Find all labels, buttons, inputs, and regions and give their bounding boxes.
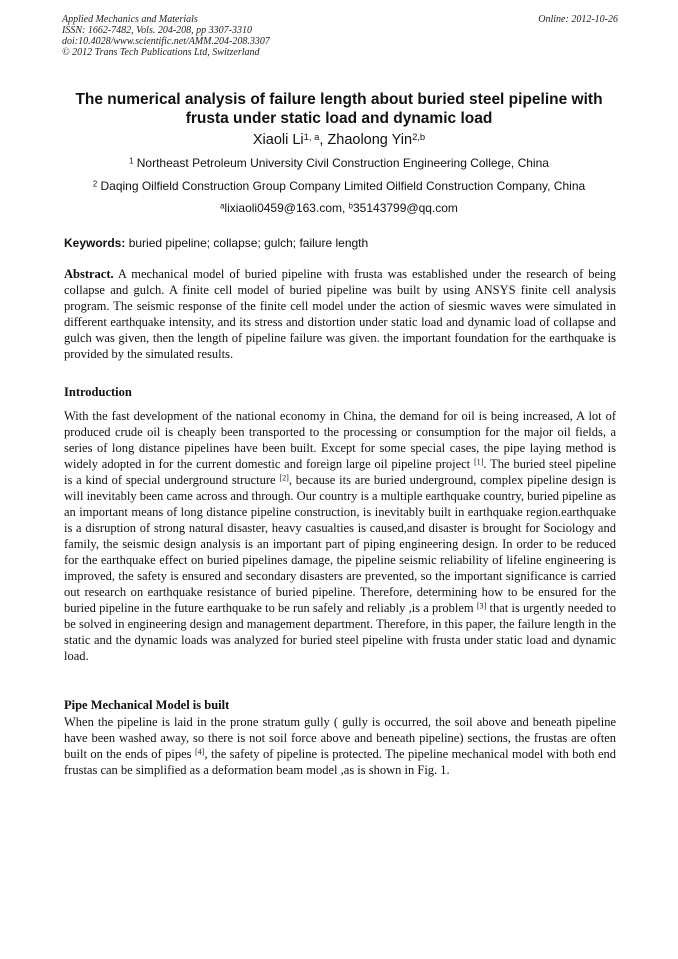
author-emails: [40, 201, 638, 216]
citation-1: [1]: [473, 457, 484, 467]
introduction-heading: Introduction: [64, 385, 132, 399]
author-2-affil: 2,b: [412, 130, 426, 142]
abstract-label: Abstract.: [64, 267, 114, 281]
affiliation-2-mark: 2: [92, 179, 98, 189]
affiliation-2-text: Daqing Oilfield Construction Group Company Limited Oilfield Construction Company, China: [97, 179, 586, 193]
citation-2: [2]: [279, 473, 289, 483]
online-date: Online: 2012-10-26: [538, 14, 618, 25]
abstract: [64, 266, 616, 362]
journal-name: Applied Mechanics and Materials: [62, 14, 198, 25]
keywords: [64, 236, 616, 251]
abstract-text: A mechanical model of buried pipeline with frusta was established under the research of being collapse and gulch. A finite cell model of buried pipeline was built by using ANSYS finite cell analysis program. The seismic response of the finite cell model under the action of siesmic waves were simulated in different earthquake intensity, and its stress and distortion under static load and dynamic load of collapse and gulch was given, then the length of pipeline failure was given. the important foundation for the earthquake is provided by the simulated results.: [64, 267, 616, 361]
citation-4: [4]: [194, 747, 205, 757]
intro-text-4: that is urgently needed to be solved in engineering design and management department. Therefore, in this paper, the failure length in the static and the dynamic loads was analyzed for buried steel pipeline with frusta under static load and dynamic load.: [64, 601, 616, 663]
affiliation-1-text: Northeast Petroleum University Civil Construction Engineering College, China: [133, 156, 549, 170]
intro-text-3: , because its are buried underground, complex pipeline design is will inevitably been came across and through. Our country is a multiple earthquake country, buried pipeline as an important means of long distance pipeline construction, is inevitably built in earthquake region.earthquake is a disruption of strong natural disaster, heavy casualties is caused,and disaster is brought for Sociology and family, the seismic design analysis is an important part of piping engineering design. In order to be reduced for the earthquake effect on buried pipelines damage, the pipeline seismic reliability of lifeline engineering is improved, the safety is ensured and secondary disasters are prevented, so the important significance is carried out research on earthquake resistance of buried pipeline. Therefore, determining how to be ensured for the buried pipeline in the future earthquake to be run safely and reliably ,is a problem: [64, 473, 616, 615]
model-paragraph: [64, 714, 616, 778]
journal-header: [62, 14, 618, 58]
model-heading: Pipe Mechanical Model is built: [64, 698, 230, 712]
author-1-affil: 1, a: [303, 130, 320, 142]
author-list: [40, 131, 638, 149]
doi-line: doi:10.4028/www.scientific.net/AMM.204-208.3307: [62, 36, 270, 47]
author-separator: ,: [319, 132, 328, 148]
intro-text-1: With the fast development of the national economy in China, the demand for oil is being increased, A lot of produced crude oil is cheaply been transported to the processing or consumption for the major oil fields, a series of long distance pipelines have been built. Except for some special cases, the pipe laying method is widely adopted in for the current domestic and foreign large oil pipeline project: [64, 409, 616, 471]
citation-3: [3]: [476, 601, 487, 611]
issn-line: ISSN: 1662-7482, Vols. 204-208, pp 3307-3310: [62, 25, 252, 36]
model-text-2: , the safety of pipeline is protected. The pipeline mechanical model with both end frustas can be simplified as a deformation beam model ,as is shown in Fig. 1.: [64, 747, 616, 777]
introduction-paragraph: [64, 408, 616, 664]
title-line-1: The numerical analysis of failure length about buried steel pipeline with: [75, 91, 603, 108]
email-a[interactable]: lixiaoli0459@163.com,: [224, 201, 349, 215]
intro-text-2: . The buried steel pipeline is a kind of special underground structure: [64, 457, 616, 487]
affiliation-2: [40, 179, 638, 194]
paper-title: [40, 90, 638, 128]
email-b-mark: b: [348, 201, 353, 211]
keywords-label: Keywords:: [64, 236, 126, 250]
affiliation-1: [40, 156, 638, 171]
model-text-1: When the pipeline is laid in the prone stratum gully ( gully is occurred, the soil above and beneath pipeline have been washed away, so there is not soil force above and beneath pipeline) sections, the frustas are often built on the ends of pipes: [64, 715, 616, 761]
title-line-2: frusta under static load and dynamic load: [185, 110, 493, 127]
copyright-line: © 2012 Trans Tech Publications Ltd, Switzerland: [62, 47, 260, 58]
author-2: Zhaolong Yin: [327, 132, 413, 148]
email-b[interactable]: 35143799@qq.com: [353, 201, 458, 215]
keywords-text: buried pipeline; collapse; gulch; failure length: [125, 236, 369, 250]
email-a-mark: a: [220, 201, 225, 211]
affiliation-1-mark: 1: [129, 156, 134, 166]
author-1: Xiaoli Li: [252, 132, 304, 148]
